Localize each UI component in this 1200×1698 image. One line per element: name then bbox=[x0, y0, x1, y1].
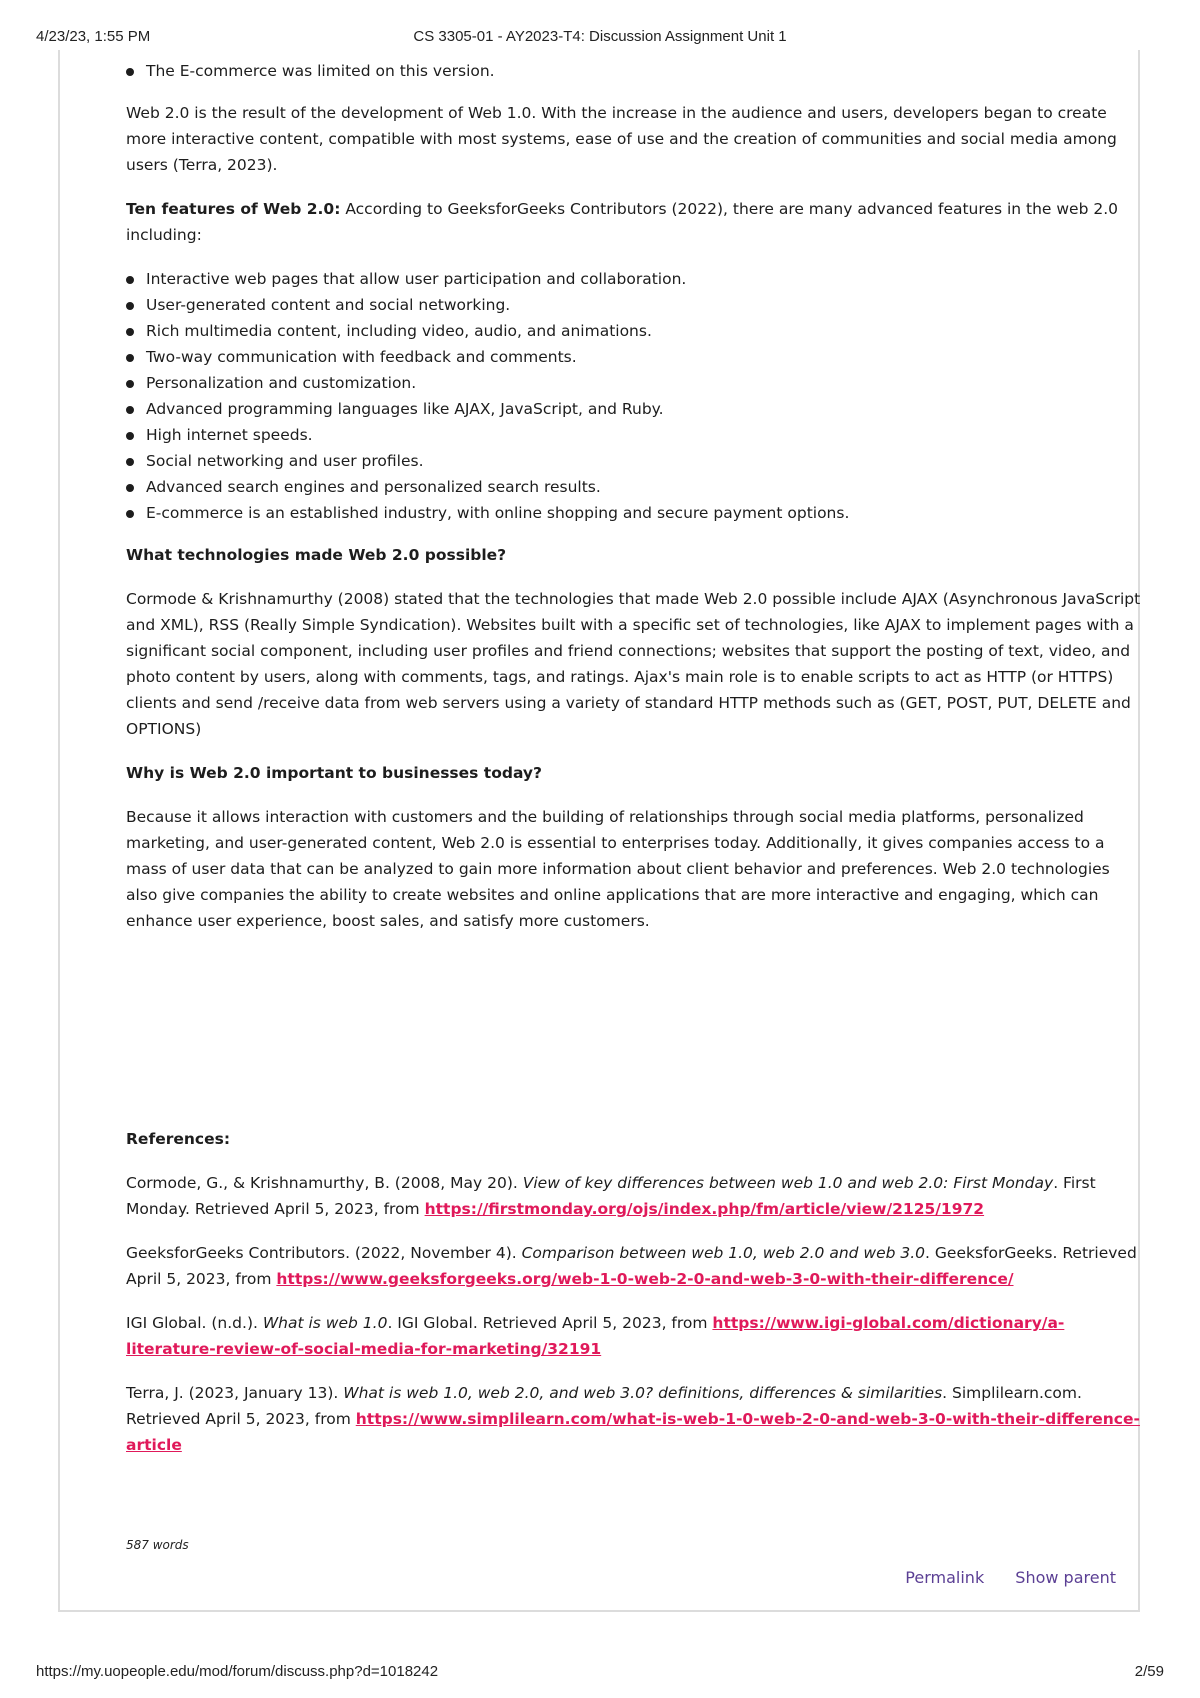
bullet-dot-icon bbox=[126, 484, 134, 492]
reference-source: . IGI Global. Retrieved April 5, 2023, from bbox=[387, 1314, 713, 1332]
feature-text: Advanced programming languages like AJAX, JavaScript, and Ruby. bbox=[146, 400, 664, 418]
heading-technologies: What technologies made Web 2.0 possible? bbox=[126, 546, 507, 564]
bullet-dot-icon bbox=[126, 458, 134, 466]
list-item bbox=[126, 448, 1142, 474]
reference-link[interactable]: https://www.geeksforgeeks.org/web-1-0-web-2-0-and-web-3-0-with-their-difference/ bbox=[276, 1270, 1014, 1288]
feature-text: Social networking and user profiles. bbox=[146, 452, 424, 470]
reference-authors: Cormode, G., & Krishnamurthy, B. (2008, May 20). bbox=[126, 1174, 523, 1192]
reference-authors: Terra, J. (2023, January 13). bbox=[126, 1384, 344, 1402]
bullet-dot-icon bbox=[126, 302, 134, 310]
bullet-dot-icon bbox=[126, 354, 134, 362]
bullet-dot-icon bbox=[126, 406, 134, 414]
reference-source: . Simplilearn.com. Retrieved April 5, 2023, from bbox=[126, 1384, 1082, 1428]
reference-title: What is web 1.0, web 2.0, and web 3.0? definitions, differences & similarities bbox=[343, 1384, 943, 1402]
feature-text: Interactive web pages that allow user participation and collaboration. bbox=[146, 270, 687, 288]
features-list bbox=[126, 266, 1142, 526]
reference-link[interactable]: https://www.simplilearn.com/what-is-web-1-0-web-2-0-and-web-3-0-with-their-difference-article bbox=[126, 1410, 1140, 1454]
print-footer bbox=[36, 1663, 1164, 1683]
reference-authors: GeeksforGeeks Contributors. (2022, November 4). bbox=[126, 1244, 522, 1262]
show-parent-link[interactable]: Show parent bbox=[1015, 1568, 1116, 1587]
print-page-number: 2/59 bbox=[1134, 1663, 1164, 1680]
feature-text: User-generated content and social networking. bbox=[146, 296, 511, 314]
reference-title: What is web 1.0 bbox=[262, 1314, 388, 1332]
list-item bbox=[126, 344, 1142, 370]
feature-text: E-commerce is an established industry, with online shopping and secure payment options. bbox=[146, 504, 850, 522]
paragraph-business: Because it allows interaction with customers and the building of relationships through social media platforms, personalized marketing, and user-generated content, Web 2.0 is essential to enterprises today. Additionally, it gives companies access to a mass of user data that can be analyzed to gain more information about client behavior and preferences. Web 2.0 technologies also give companies the ability to create websites and online applications that are more interactive and engaging, which can enhance user experience, boost sales, and satisfy more customers. bbox=[126, 808, 1110, 930]
bullet-dot-icon bbox=[126, 510, 134, 518]
reference-entry bbox=[126, 1380, 1142, 1458]
reference-link[interactable]: https://firstmonday.org/ojs/index.php/fm/article/view/2125/1972 bbox=[424, 1200, 985, 1218]
list-item-text: The E-commerce was limited on this version. bbox=[146, 62, 495, 80]
reference-source: . GeeksforGeeks. Retrieved April 5, 2023, from bbox=[126, 1244, 1137, 1288]
bullet-dot-icon bbox=[126, 328, 134, 336]
reference-entry bbox=[126, 1240, 1142, 1292]
heading-business: Why is Web 2.0 important to businesses today? bbox=[126, 764, 543, 782]
list-item bbox=[126, 292, 1142, 318]
reference-entry bbox=[126, 1170, 1142, 1222]
permalink-link[interactable]: Permalink bbox=[905, 1568, 985, 1587]
reference-source: . First Monday. Retrieved April 5, 2023, from bbox=[126, 1174, 1096, 1218]
bullet-dot-icon bbox=[126, 432, 134, 440]
top-bullet-list bbox=[126, 58, 1142, 84]
bullet-dot-icon bbox=[126, 276, 134, 284]
feature-text: Rich multimedia content, including video, audio, and animations. bbox=[146, 322, 652, 340]
list-item bbox=[126, 500, 1142, 526]
reference-title: Comparison between web 1.0, web 2.0 and web 3.0 bbox=[521, 1244, 926, 1262]
print-header bbox=[36, 28, 1164, 48]
feature-text: High internet speeds. bbox=[146, 426, 313, 444]
print-datetime: 4/23/23, 1:55 PM bbox=[36, 28, 151, 45]
post-content bbox=[126, 58, 1142, 1476]
word-count: 587 words bbox=[126, 1538, 189, 1552]
feature-text: Personalization and customization. bbox=[146, 374, 417, 392]
paragraph-technologies: Cormode & Krishnamurthy (2008) stated that the technologies that made Web 2.0 possible include AJAX (Asynchronous JavaScript and XML), RSS (Really Simple Syndication). Websites built with a specific set of technologies, like AJAX to implement pages with a significant social component, including user profiles and friend connections; websites that support the posting of text, video, and photo content by users, along with comments, tags, and ratings. Ajax's main role is to enable scripts to act as HTTP (or HTTPS) clients and send /receive data from web servers using a variety of standard HTTP methods such as (GET, POST, PUT, DELETE and OPTIONS) bbox=[126, 590, 1141, 738]
list-item bbox=[126, 370, 1142, 396]
feature-text: Two-way communication with feedback and comments. bbox=[146, 348, 577, 366]
list-item bbox=[126, 58, 1142, 84]
reference-authors: IGI Global. (n.d.). bbox=[126, 1314, 263, 1332]
references-heading: References: bbox=[126, 1130, 231, 1148]
feature-text: Advanced search engines and personalized search results. bbox=[146, 478, 601, 496]
features-lead-bold: Ten features of Web 2.0: bbox=[126, 200, 341, 218]
list-item bbox=[126, 318, 1142, 344]
list-item bbox=[126, 396, 1142, 422]
list-item bbox=[126, 474, 1142, 500]
bullet-dot-icon bbox=[126, 380, 134, 388]
post-actions bbox=[879, 1568, 1116, 1587]
blank-space bbox=[126, 952, 1142, 1126]
reference-link[interactable]: https://www.igi-global.com/dictionary/a-literature-review-of-social-media-for-marketing/32191 bbox=[126, 1314, 1065, 1358]
paragraph-features-intro bbox=[126, 196, 1142, 248]
list-item bbox=[126, 266, 1142, 292]
reference-title: View of key differences between web 1.0 and web 2.0: First Monday bbox=[522, 1174, 1054, 1192]
print-url: https://my.uopeople.edu/mod/forum/discuss.php?d=1018242 bbox=[36, 1663, 439, 1680]
features-lead-text: According to GeeksforGeeks Contributors (2022), there are many advanced features in the web 2.0 including: bbox=[126, 200, 1119, 244]
bullet-dot-icon bbox=[126, 68, 134, 76]
reference-entry bbox=[126, 1310, 1142, 1362]
list-item bbox=[126, 422, 1142, 448]
print-page-title: CS 3305-01 - AY2023-T4: Discussion Assignment Unit 1 bbox=[413, 28, 787, 45]
paragraph-web20: Web 2.0 is the result of the development of Web 1.0. With the increase in the audience and users, developers began to create more interactive content, compatible with most systems, ease of use and the creation of communities and social media among users (Terra, 2023). bbox=[126, 104, 1117, 174]
